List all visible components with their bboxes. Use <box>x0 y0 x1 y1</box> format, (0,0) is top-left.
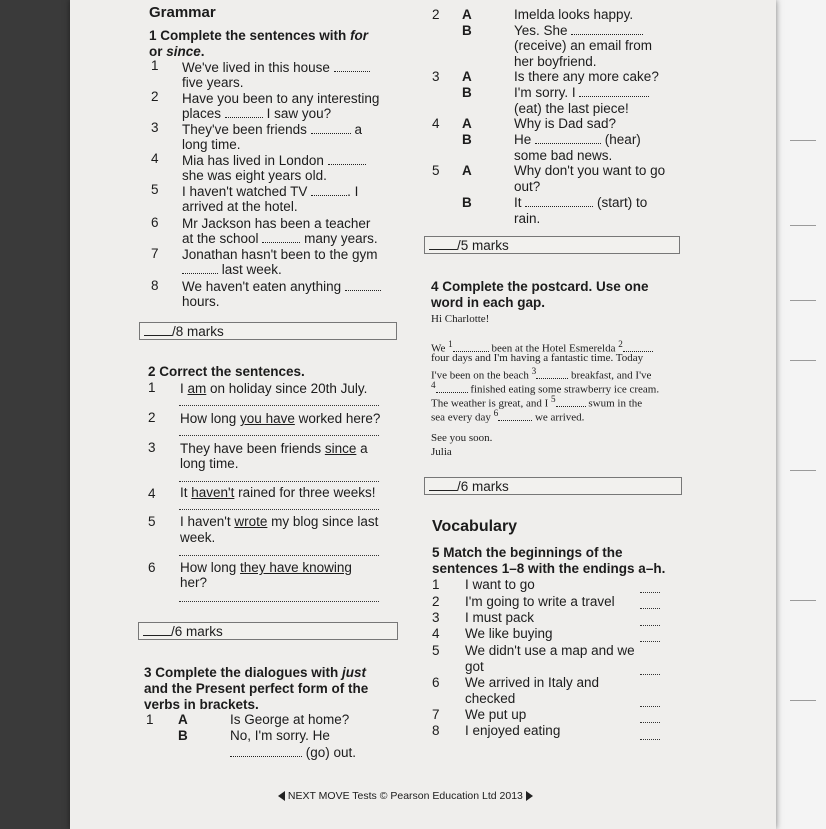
vocabulary-heading: Vocabulary <box>432 518 518 535</box>
ex2-sentence: I haven't wrote my blog since last <box>180 514 379 529</box>
postcard-greeting: Hi Charlotte! <box>431 313 490 325</box>
answer-blank[interactable] <box>623 341 653 352</box>
answer-blank[interactable] <box>328 154 366 165</box>
answer-blank[interactable] <box>262 232 300 243</box>
marks-box: /8 marks <box>139 322 397 340</box>
ex2-sentence: They have been friends since a <box>180 441 368 456</box>
answer-blank[interactable] <box>230 746 302 757</box>
answer-line[interactable] <box>179 509 379 510</box>
answer-blank[interactable] <box>225 107 263 118</box>
postcard-signature: Julia <box>431 446 452 458</box>
marks-box: /5 marks <box>424 236 680 254</box>
margin-line <box>790 360 816 361</box>
answer-blank[interactable] <box>571 24 643 35</box>
answer-blank[interactable] <box>436 382 468 393</box>
answer-blank[interactable] <box>640 722 660 723</box>
margin-line <box>790 600 816 601</box>
ex2-instruction: 2 Correct the sentences. <box>148 364 305 379</box>
postcard-line: I've been on the beach $^3$ breakfast, and I've <box>431 366 652 382</box>
answer-blank[interactable] <box>182 263 218 274</box>
ex4-instruction: 4 Complete the postcard. Use one word in each gap. <box>431 279 649 310</box>
answer-blank[interactable] <box>556 396 586 407</box>
margin-line <box>790 700 816 701</box>
ex3-instruction: 3 Complete the dialogues with just and the Present perfect form of the verbs in brackets. <box>144 665 369 712</box>
margin-line <box>790 470 816 471</box>
postcard-line: $^4$ finished eating some strawberry ice cream. <box>431 380 660 396</box>
margin-line <box>790 140 816 141</box>
grammar-heading: Grammar <box>149 4 216 21</box>
answer-blank[interactable] <box>311 185 347 196</box>
answer-blank[interactable] <box>345 280 381 291</box>
answer-line[interactable] <box>179 555 379 556</box>
postcard-closing: See you soon. <box>431 432 493 444</box>
background-left <box>0 0 70 829</box>
answer-blank[interactable] <box>535 133 601 144</box>
answer-blank[interactable] <box>640 739 660 740</box>
answer-blank[interactable] <box>453 341 489 352</box>
left-arrow-icon <box>278 791 285 801</box>
background-right <box>776 0 826 829</box>
ex1-instruction: 1 Complete the sentences with for or since. <box>149 28 369 59</box>
answer-blank[interactable] <box>640 608 660 609</box>
answer-blank[interactable] <box>536 368 568 379</box>
ex2-sentence: How long they have knowing <box>180 560 352 575</box>
right-arrow-icon <box>526 791 533 801</box>
marks-box: /6 marks <box>138 622 398 640</box>
answer-line[interactable] <box>179 481 379 482</box>
postcard-line: The weather is great, and I $^5$ swum in the <box>431 394 643 410</box>
ex2-sentence: It haven't rained for three weeks! <box>180 485 376 500</box>
answer-blank[interactable] <box>525 196 593 207</box>
answer-blank[interactable] <box>640 592 660 593</box>
answer-blank[interactable] <box>640 641 660 642</box>
postcard-line: sea every day $^6$ we arrived. <box>431 408 585 424</box>
answer-blank[interactable] <box>579 86 649 97</box>
margin-line <box>790 300 816 301</box>
postcard-line: four days and I'm having a fantastic time. Today <box>431 352 644 364</box>
answer-line[interactable] <box>179 601 379 602</box>
marks-box: /6 marks <box>424 477 682 495</box>
answer-line[interactable] <box>179 405 379 406</box>
answer-blank[interactable] <box>640 674 660 675</box>
answer-blank[interactable] <box>311 123 351 134</box>
page-footer: NEXT MOVE Tests © Pearson Education Ltd 2013 <box>278 790 533 802</box>
ex2-sentence: I am on holiday since 20th July. <box>180 381 368 396</box>
ex2-sentence: How long you have worked here? <box>180 411 381 426</box>
answer-blank[interactable] <box>640 706 660 707</box>
answer-blank[interactable] <box>334 61 370 72</box>
ex5-instruction: 5 Match the beginnings of the sentences 1–8 with the endings a–h. <box>432 545 666 576</box>
answer-blank[interactable] <box>498 410 532 421</box>
postcard-line: We $^1$ been at the Hotel Esmerelda $^2$ <box>431 338 653 356</box>
answer-line[interactable] <box>179 435 379 436</box>
margin-line <box>790 225 816 226</box>
answer-blank[interactable] <box>640 625 660 626</box>
